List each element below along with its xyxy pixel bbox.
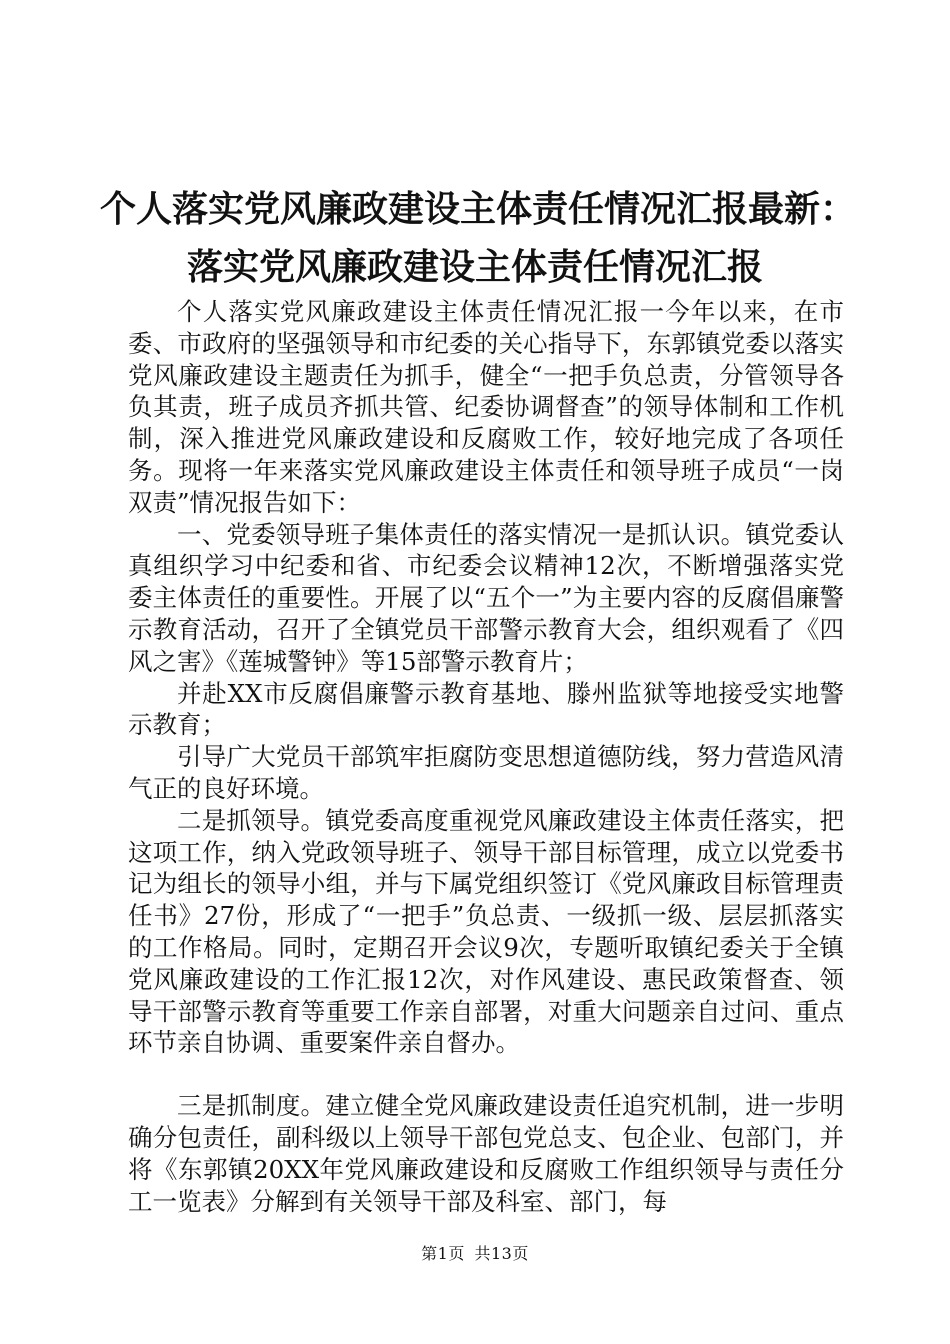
page-footer [0, 1244, 950, 1264]
page-total: 共13页 [474, 1244, 529, 1263]
document-body [128, 296, 844, 1217]
page-number: 第1页 [421, 1244, 465, 1263]
paragraph-leadership: 二是抓领导。镇党委高度重视党风廉政建设主体责任落实，把这项工作，纳入党政领导班子、领导干部目标管理，成立以党委书记为组长的领导小组，并与下属党组织签订《党风廉政目标管理责任书》27份，形成了“一把手”负总责、一级抓一级、层层抓落实的工作格局。同时，定期召开会议9次，专题听取镇纪委关于全镇党风廉政建设的工作汇报12次，对作风建设、惠民政策督查、领导干部警示教育等重要工作亲自部署，对重大问题亲自过问、重点环节亲自协调、重要案件亲自督办。 [128, 805, 844, 1058]
paragraph-system: 三是抓制度。建立健全党风廉政建设责任追究机制，进一步明确分包责任，副科级以上领导干部包党总支、包企业、包部门，并将《东郭镇20XX年党风廉政建设和反腐败工作组织领导与责任分工一览表》分解到有关领导干部及科室、部门，每 [128, 1091, 844, 1216]
document-title-line-2: 落实党风廉政建设主体责任情况汇报 [186, 247, 763, 288]
document-title-line-1: 个人落实党风廉政建设主体责任情况汇报最新： [100, 189, 857, 230]
paragraph-section-1-awareness: 一、党委领导班子集体责任的落实情况一是抓认识。镇党委认真组织学习中纪委和省、市纪委会议精神12次，不断增强落实党委主体责任的重要性。开展了以“五个一”为主要内容的反腐倡廉警示教育活动，召开了全镇党员干部警示教育大会，组织观看了《四风之害》《莲城警钟》等15部警示教育片； [128, 519, 844, 676]
paragraph-guidance: 引导广大党员干部筑牢拒腐防变思想道德防线，努力营造风清气正的良好环境。 [128, 742, 844, 803]
paragraph-warning-education-visit: 并赴XX市反腐倡廉警示教育基地、滕州监狱等地接受实地警示教育； [128, 678, 844, 740]
paragraph-intro: 个人落实党风廉政建设主体责任情况汇报一今年以来，在市委、市政府的坚强领导和市纪委的关心指导下，东郭镇党委以落实党风廉政建设主题责任为抓手，健全“一把手负总责，分管领导各负其责，班子成员齐抓共管、纪委协调督查”的领导体制和工作机制，深入推进党风廉政建设和反腐败工作，较好地完成了各项任务。现将一年来落实党风廉政建设主体责任和领导班子成员“一岗双责”情况报告如下： [128, 297, 844, 517]
